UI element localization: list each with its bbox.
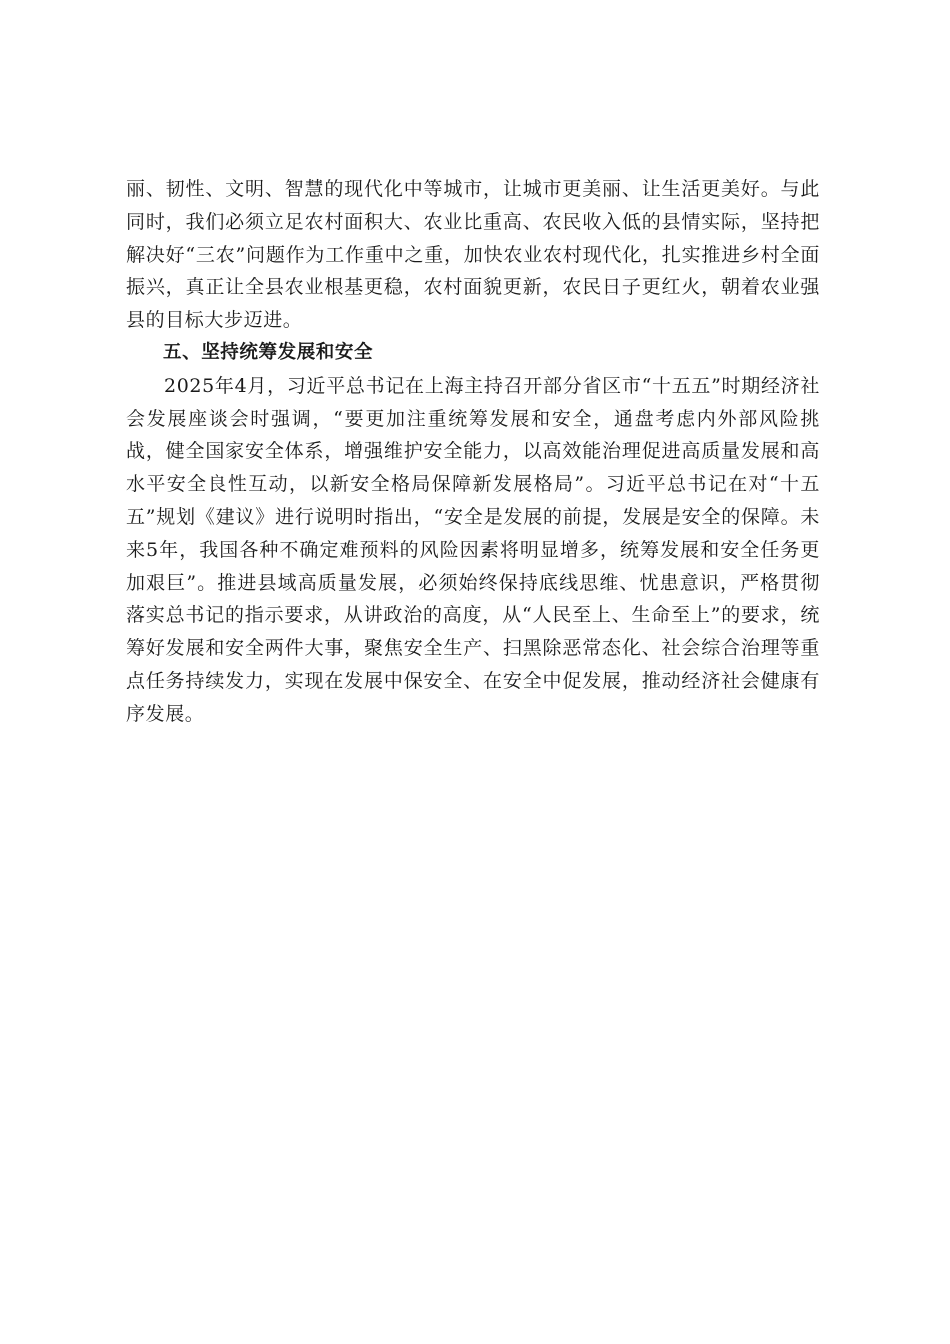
paragraph-security: 2025年4月，习近平总书记在上海主持召开部分省区市“十五五”时期经济社会发展座谈会时强调，“要更加注重统筹发展和安全，通盘考虑内外部风险挑战，健全国家安全体系，增强维护安全能力，以高效能治理促进高质量发展和高水平安全良性互动，以新安全格局保障新发展格局”。习近平总书记在对“十五五”规划《建议》进行说明时指出，“安全是发展的前提，发展是安全的保障。未来5年，我国各种不确定难预料的风险因素将明显增多，统筹发展和安全任务更加艰巨”。推进县域高质量发展，必须始终保持底线思维、忧患意识，严格贯彻落实总书记的指示要求，从讲政治的高度，从“人民至上、生命至上”的要求，统筹好发展和安全两件大事，聚焦安全生产、扫黑除恶常态化、社会综合治理等重点任务持续发力，实现在发展中保安全、在安全中促发展，推动经济社会健康有序发展。 [126,374,820,725]
section-heading: 五、坚持统筹发展和安全 [163,341,374,363]
document-body [126,173,820,731]
paragraph-continuation: 丽、韧性、文明、智慧的现代化中等城市，让城市更美丽、让生活更美好。与此同时，我们必须立足农村面积大、农业比重高、农民收入低的县情实际，坚持把解决好“三农”问题作为工作重中之重，加快农业农村现代化，扎实推进乡村全面振兴，真正让全县农业根基更稳，农村面貌更新，农民日子更红火，朝着农业强县的目标大步迈进。 [126,178,820,332]
